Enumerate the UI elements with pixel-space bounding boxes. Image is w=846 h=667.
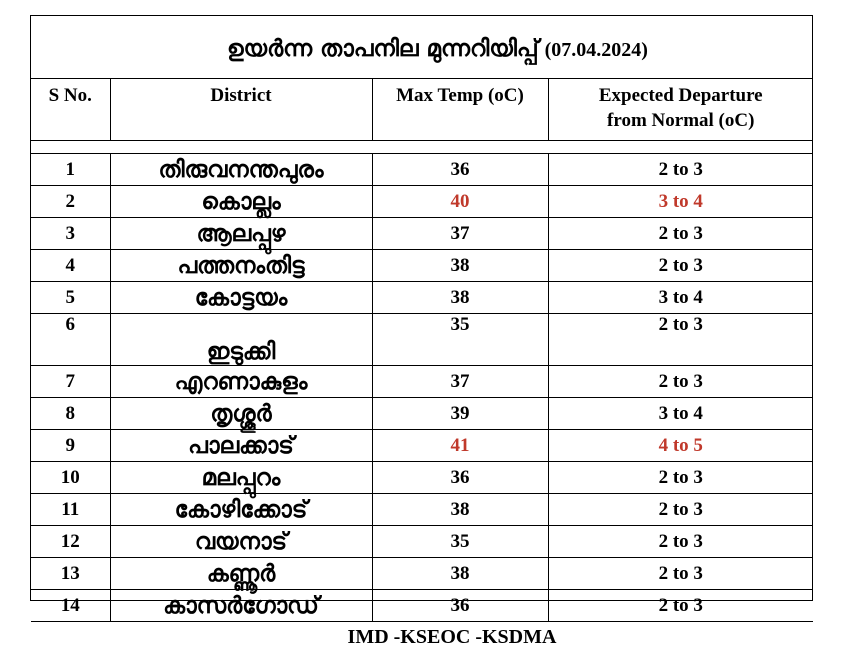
title-date: (07.04.2024): [544, 39, 648, 61]
header-sno: S No.: [31, 79, 110, 141]
district-cell: തിരുവനന്തപുരം: [110, 154, 372, 186]
spacer-row: [31, 141, 813, 154]
table-row: [31, 186, 813, 218]
header-max-temp: Max Temp (oC): [372, 79, 548, 141]
table-row: [31, 154, 813, 186]
departure-cell: 3 to 4: [548, 186, 813, 218]
departure-cell: 3 to 4: [548, 282, 813, 314]
district-cell: കോട്ടയം: [110, 282, 372, 314]
table-row: [31, 494, 813, 526]
sno-cell: 9: [31, 430, 110, 462]
max-temp-cell: 41: [372, 430, 548, 462]
sno-cell: 14: [31, 590, 110, 622]
sno-cell: 12: [31, 526, 110, 558]
sno-cell: 4: [31, 250, 110, 282]
district-cell: കോഴിക്കോട്: [110, 494, 372, 526]
title-malayalam: ഉയർന്ന താപനില മുന്നറിയിപ്പ്: [227, 36, 539, 62]
max-temp-cell: 35: [372, 526, 548, 558]
table-row: [31, 462, 813, 494]
sno-cell: 7: [31, 366, 110, 398]
departure-cell: 2 to 3: [548, 558, 813, 590]
table-header-row: [31, 79, 813, 141]
sno-cell: 10: [31, 462, 110, 494]
max-temp-cell: 38: [372, 282, 548, 314]
district-cell: കണ്ണൂർ: [110, 558, 372, 590]
table-row: [31, 314, 813, 366]
footer-credit: IMD -KSEOC -KSDMA: [347, 626, 557, 648]
heat-warning-sheet: [30, 15, 813, 619]
sno-cell: 1: [31, 154, 110, 186]
district-cell: കാസർഗോഡ്: [110, 590, 372, 622]
district-cell: ആലപ്പുഴ: [110, 218, 372, 250]
district-cell: കൊല്ലം: [110, 186, 372, 218]
departure-cell: 2 to 3: [548, 366, 813, 398]
table-row: [31, 558, 813, 590]
table-row: [31, 398, 813, 430]
header-departure-line2: from Normal (oC): [607, 110, 755, 131]
table-row: [31, 590, 813, 622]
departure-cell: 4 to 5: [548, 430, 813, 462]
page-title: [227, 36, 648, 62]
departure-cell: 2 to 3: [548, 590, 813, 622]
max-temp-cell: 36: [372, 590, 548, 622]
departure-cell: 2 to 3: [548, 218, 813, 250]
header-departure-line1: Expected Departure: [598, 85, 763, 106]
temperature-table: [31, 78, 813, 622]
header-departure: [548, 79, 813, 141]
sno-cell: 2: [31, 186, 110, 218]
table-row: [31, 218, 813, 250]
max-temp-cell: 36: [372, 462, 548, 494]
table-row: [31, 366, 813, 398]
max-temp-cell: 37: [372, 366, 548, 398]
departure-cell: 2 to 3: [548, 526, 813, 558]
sno-cell: 8: [31, 398, 110, 430]
max-temp-cell: 38: [372, 558, 548, 590]
max-temp-cell: 40: [372, 186, 548, 218]
sno-cell: 3: [31, 218, 110, 250]
spacer-cell: [31, 141, 813, 154]
table-row: [31, 430, 813, 462]
departure-cell: 2 to 3: [548, 494, 813, 526]
max-temp-cell: 38: [372, 250, 548, 282]
table-row: [31, 282, 813, 314]
district-cell: ഇടുക്കി: [110, 314, 372, 366]
district-cell: വയനാട്: [110, 526, 372, 558]
sno-cell: 6: [31, 314, 110, 366]
district-cell: തൃശ്ശൂർ: [110, 398, 372, 430]
departure-cell: 3 to 4: [548, 398, 813, 430]
table-row: [31, 526, 813, 558]
max-temp-cell: 36: [372, 154, 548, 186]
max-temp-cell: 38: [372, 494, 548, 526]
departure-cell: 2 to 3: [548, 462, 813, 494]
departure-cell: 2 to 3: [548, 314, 813, 366]
sno-cell: 5: [31, 282, 110, 314]
district-cell: പാലക്കാട്: [110, 430, 372, 462]
district-cell: മലപ്പുറം: [110, 462, 372, 494]
sno-cell: 13: [31, 558, 110, 590]
title-row: [31, 16, 812, 79]
departure-cell: 2 to 3: [548, 250, 813, 282]
table-row: [31, 250, 813, 282]
sno-cell: 11: [31, 494, 110, 526]
max-temp-cell: 39: [372, 398, 548, 430]
departure-cell: 2 to 3: [548, 154, 813, 186]
district-cell: എറണാകുളം: [110, 366, 372, 398]
max-temp-cell: 35: [372, 314, 548, 366]
header-district: District: [110, 79, 372, 141]
district-cell: പത്തനംതിട്ട: [110, 250, 372, 282]
max-temp-cell: 37: [372, 218, 548, 250]
table-body: [31, 141, 813, 622]
